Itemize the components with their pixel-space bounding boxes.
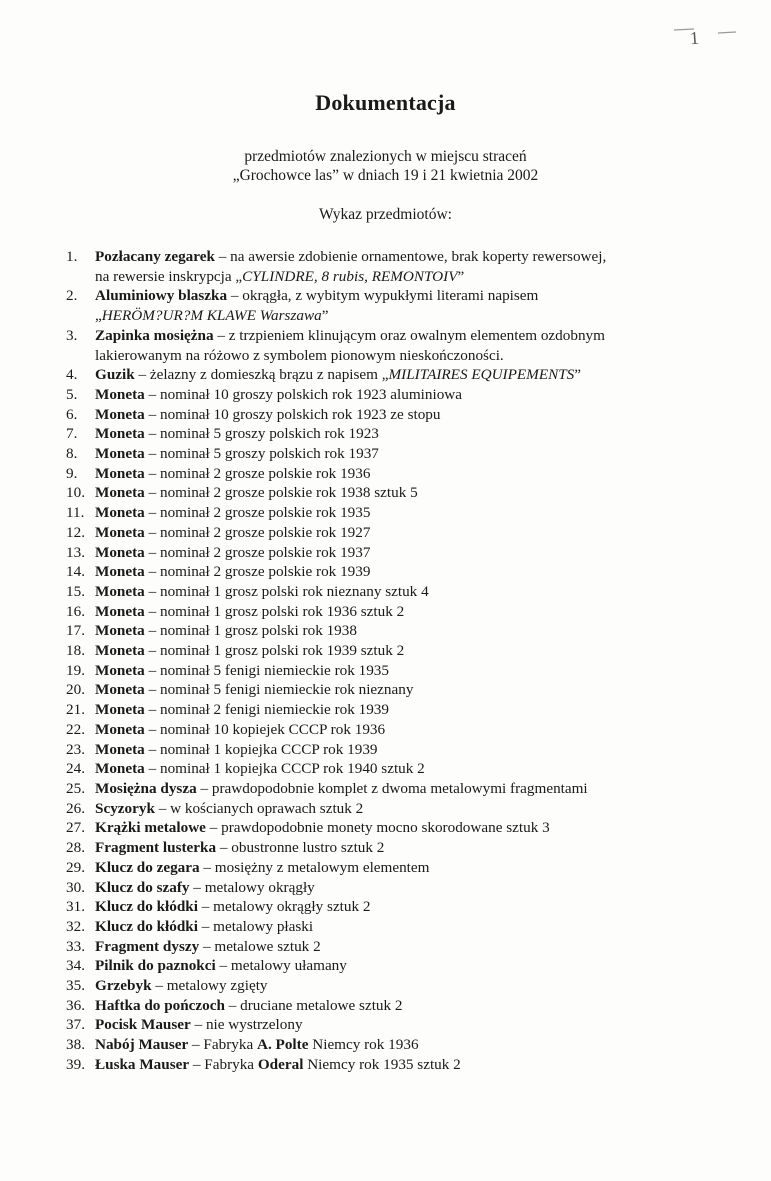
page-number: 1	[689, 27, 700, 49]
item-description-end: Niemcy rok 1936	[308, 1036, 419, 1054]
item-text	[95, 543, 706, 563]
item-text	[95, 838, 706, 858]
item-number: 21.	[66, 701, 85, 719]
item-description: – Fabryka	[189, 1055, 258, 1073]
list-item	[66, 779, 706, 799]
list-item	[66, 996, 706, 1016]
item-description: – w kościanych oprawach sztuk 2	[154, 799, 364, 817]
list-item	[66, 365, 706, 385]
item-text	[95, 444, 706, 464]
item-description: – nominał 5 fenigi niemieckie rok 1935	[144, 661, 389, 679]
item-number: 28.	[66, 839, 85, 857]
item-name: Moneta	[95, 701, 145, 719]
item-number: 20.	[66, 681, 85, 699]
item-number: 4.	[66, 366, 78, 384]
item-text	[95, 720, 706, 740]
item-continuation-text: „	[95, 307, 102, 325]
list-item	[66, 878, 706, 898]
item-number: 18.	[66, 642, 85, 660]
item-text	[95, 483, 706, 503]
item-number: 1.	[66, 248, 78, 265]
item-name: Fragment dyszy	[95, 937, 200, 955]
item-number: 37.	[66, 1016, 85, 1034]
item-description-end: Niemcy rok 1935 sztuk 2	[303, 1055, 461, 1073]
item-text	[95, 779, 706, 799]
item-name: Pozłacany zegarek	[95, 248, 215, 265]
list-item	[66, 1015, 706, 1035]
item-continuation-line	[95, 346, 706, 366]
item-name: Mosiężna dysza	[95, 779, 197, 797]
item-name: Moneta	[95, 405, 145, 423]
list-heading: Wykaz przedmiotów:	[319, 206, 452, 223]
item-description: – prawdopodobnie komplet z dwoma metalowymi fragmentami	[196, 779, 588, 797]
list-item	[66, 562, 706, 582]
list-item	[66, 838, 706, 858]
item-text	[95, 937, 706, 957]
item-name: Pilnik do paznokci	[95, 957, 216, 975]
item-description: – nominał 10 kopiejek CCCP rok 1936	[144, 720, 386, 738]
item-text	[95, 878, 706, 898]
item-name: Moneta	[95, 661, 145, 679]
list-item	[66, 582, 706, 602]
item-text	[95, 464, 706, 484]
item-text	[95, 976, 706, 996]
item-name: Moneta	[95, 740, 145, 758]
item-inscription: MILITAIRES EQUIPEMENTS	[388, 366, 575, 384]
item-number: 14.	[66, 563, 85, 581]
item-name: Moneta	[95, 720, 145, 738]
item-number: 11.	[66, 504, 85, 522]
item-number: 33.	[66, 937, 85, 955]
item-number: 15.	[66, 582, 85, 600]
item-manufacturer: Oderal	[257, 1055, 304, 1073]
item-name: Scyzoryk	[95, 799, 155, 817]
item-name: Guzik	[95, 366, 135, 384]
item-text	[95, 503, 706, 523]
item-name: Haftka do pończoch	[95, 996, 225, 1014]
item-number: 16.	[66, 602, 85, 620]
item-text	[95, 424, 706, 444]
item-text	[95, 799, 706, 819]
item-description: – nominał 1 grosz polski rok nieznany sztuk 4	[144, 582, 429, 600]
item-number: 29.	[66, 858, 85, 876]
item-description: – metalowy ułamany	[215, 957, 347, 975]
item-name: Klucz do zegara	[95, 858, 200, 876]
list-item	[66, 483, 706, 503]
item-number: 27.	[66, 819, 85, 837]
item-description: – obustronne lustro sztuk 2	[216, 839, 385, 857]
item-inscription: HERÖM?UR?M KLAWE Warszawa	[101, 307, 322, 325]
list-item	[66, 602, 706, 622]
item-description: – nominał 2 grosze polskie rok 1936	[144, 464, 371, 482]
item-number: 39.	[66, 1055, 85, 1073]
list-item	[66, 444, 706, 464]
list-item	[66, 286, 706, 325]
item-description: – nominał 1 grosz polski rok 1936 sztuk 2	[144, 602, 405, 620]
item-name: Krążki metalowe	[95, 819, 206, 837]
item-continuation-text: lakierowanym na różowo z symbolem pionowym nieskończoności.	[95, 346, 504, 364]
item-name: Moneta	[95, 582, 145, 600]
item-description: – metalowy płaski	[197, 917, 314, 935]
item-number: 8.	[66, 445, 78, 463]
item-name: Fragment lusterka	[95, 839, 217, 857]
item-description: – nominał 2 grosze polskie rok 1939	[144, 563, 371, 581]
item-number: 12.	[66, 523, 85, 541]
item-continuation-text: na rewersie inskrypcja „	[95, 267, 243, 285]
subtitle-line-1: przedmiotów znalezionych w miejscu straceń	[244, 148, 527, 165]
item-number: 31.	[66, 898, 85, 916]
document-subtitle	[0, 147, 771, 185]
item-number: 10.	[66, 484, 85, 502]
item-number: 34.	[66, 957, 85, 975]
item-text	[95, 858, 706, 878]
item-description: – prawdopodobnie monety mocno skorodowane sztuk 3	[205, 819, 550, 837]
list-item	[66, 680, 706, 700]
item-number: 17.	[66, 622, 85, 640]
item-number: 25.	[66, 779, 85, 797]
item-description: – nominał 10 groszy polskich rok 1923 ze stopu	[144, 405, 441, 423]
list-item	[66, 405, 706, 425]
list-item	[66, 247, 706, 286]
item-text	[95, 602, 706, 622]
item-continuation-line	[95, 267, 706, 287]
list-item	[66, 897, 706, 917]
item-text	[95, 1035, 706, 1055]
item-name: Klucz do kłódki	[95, 917, 198, 935]
item-description: – nominał 5 groszy polskich rok 1923	[144, 425, 379, 443]
item-number: 30.	[66, 878, 85, 896]
item-text	[95, 1055, 706, 1075]
item-text	[95, 365, 706, 385]
item-name: Aluminiowy blaszka	[95, 287, 228, 305]
list-item	[66, 641, 706, 661]
item-name: Zapinka mosiężna	[95, 326, 214, 344]
item-description: – metalowy okrągły sztuk 2	[197, 898, 371, 916]
item-description: – nominał 1 grosz polski rok 1939 sztuk 2	[144, 642, 405, 660]
item-name: Moneta	[95, 563, 145, 581]
item-number: 32.	[66, 917, 85, 935]
item-description: – żelazny z domieszką brązu z napisem „	[134, 366, 389, 384]
item-text	[95, 996, 706, 1016]
item-description-end: ”	[574, 366, 582, 384]
item-description: – z trzpieniem klinującym oraz owalnym elementem ozdobnym	[213, 326, 605, 344]
item-text	[95, 956, 706, 976]
item-name: Klucz do szafy	[95, 878, 190, 896]
item-description: – okrągła, z wybitym wypukłymi literami napisem	[227, 287, 539, 305]
item-description: – nie wystrzelony	[190, 1016, 303, 1034]
item-description: – nominał 5 fenigi niemieckie rok nieznany	[144, 681, 414, 699]
item-number: 13.	[66, 543, 85, 561]
item-name: Moneta	[95, 523, 145, 541]
item-name: Moneta	[95, 385, 145, 403]
item-name: Moneta	[95, 484, 145, 502]
list-item	[66, 1035, 706, 1055]
item-text	[95, 680, 706, 700]
item-continuation-line	[95, 306, 706, 326]
item-text	[95, 700, 706, 720]
list-item	[66, 424, 706, 444]
item-number: 36.	[66, 996, 85, 1014]
item-text	[95, 1015, 706, 1035]
item-number: 9.	[66, 464, 78, 482]
list-item	[66, 326, 706, 365]
item-text	[95, 405, 706, 425]
list-item	[66, 1055, 706, 1075]
item-description: – nominał 5 groszy polskich rok 1937	[144, 445, 379, 463]
item-number: 24.	[66, 760, 85, 778]
item-description: – nominał 2 grosze polskie rok 1927	[144, 523, 371, 541]
list-item	[66, 976, 706, 996]
list-item	[66, 858, 706, 878]
item-name: Pocisk Mauser	[95, 1016, 191, 1034]
item-name: Moneta	[95, 464, 145, 482]
document-title: Dokumentacja	[315, 90, 456, 115]
item-name: Moneta	[95, 445, 145, 463]
pencil-stroke-mark	[672, 24, 742, 38]
item-inscription: CYLINDRE, 8 rubis, REMONTOIV	[242, 267, 458, 285]
item-text	[95, 523, 706, 543]
list-item	[66, 503, 706, 523]
item-name: Moneta	[95, 504, 145, 522]
item-number: 7.	[66, 425, 78, 443]
list-item	[66, 917, 706, 937]
item-name: Moneta	[95, 642, 145, 660]
item-text	[95, 661, 706, 681]
item-number: 5.	[66, 385, 78, 403]
item-description: – nominał 2 fenigi niemieckie rok 1939	[144, 701, 389, 719]
list-item	[66, 464, 706, 484]
item-name: Moneta	[95, 760, 145, 778]
list-item	[66, 385, 706, 405]
item-number: 2.	[66, 287, 78, 305]
item-description: – nominał 1 kopiejka CCCP rok 1939	[144, 740, 378, 758]
item-description: – nominał 1 kopiejka CCCP rok 1940 sztuk 2	[144, 760, 425, 778]
item-description: – nominał 10 groszy polskich rok 1923 aluminiowa	[144, 385, 462, 403]
item-list	[66, 247, 706, 1075]
item-text	[95, 641, 706, 661]
item-description: – mosiężny z metalowym elementem	[199, 858, 430, 876]
item-name: Nabój Mauser	[95, 1036, 189, 1054]
item-number: 3.	[66, 326, 78, 344]
item-description: – Fabryka	[188, 1036, 257, 1054]
list-item	[66, 700, 706, 720]
item-text	[95, 897, 706, 917]
subtitle-line-2: „Grochowce las” w dniach 19 i 21 kwietnia 2002	[232, 167, 539, 184]
item-manufacturer: A. Polte	[257, 1036, 309, 1054]
item-number: 26.	[66, 799, 85, 817]
item-continuation-end: ”	[321, 307, 329, 325]
list-item	[66, 759, 706, 779]
item-text	[95, 286, 706, 325]
item-text	[95, 247, 706, 286]
item-text	[95, 759, 706, 779]
item-description: – metalowe sztuk 2	[199, 937, 321, 955]
list-item	[66, 523, 706, 543]
item-continuation-end: ”	[457, 267, 465, 285]
item-text	[95, 917, 706, 937]
item-name: Łuska Mauser	[95, 1055, 190, 1073]
item-number: 6.	[66, 405, 78, 423]
list-item	[66, 937, 706, 957]
item-name: Klucz do kłódki	[95, 898, 198, 916]
list-item	[66, 799, 706, 819]
item-description: – nominał 2 grosze polskie rok 1935	[144, 504, 371, 522]
item-text	[95, 562, 706, 582]
item-description: – metalowy okrągły	[189, 878, 315, 896]
item-number: 35.	[66, 977, 85, 995]
list-item	[66, 720, 706, 740]
item-name: Moneta	[95, 681, 145, 699]
list-item	[66, 956, 706, 976]
item-description: – nominał 1 grosz polski rok 1938	[144, 622, 357, 640]
list-item	[66, 740, 706, 760]
list-item	[66, 661, 706, 681]
item-number: 23.	[66, 740, 85, 758]
list-item	[66, 621, 706, 641]
item-name: Grzebyk	[95, 977, 152, 995]
item-text	[95, 818, 706, 838]
item-description: – metalowy zgięty	[151, 977, 268, 995]
item-description: – na awersie zdobienie ornamentowe, brak koperty rewersowej,	[214, 248, 607, 265]
item-number: 22.	[66, 720, 85, 738]
item-text	[95, 326, 706, 365]
item-name: Moneta	[95, 602, 145, 620]
item-number: 19.	[66, 661, 85, 679]
item-text	[95, 582, 706, 602]
item-description: – nominał 2 grosze polskie rok 1937	[144, 543, 371, 561]
item-number: 38.	[66, 1036, 85, 1054]
list-item	[66, 543, 706, 563]
item-text	[95, 740, 706, 760]
item-text	[95, 385, 706, 405]
list-item	[66, 818, 706, 838]
item-description: – nominał 2 grosze polskie rok 1938 sztuk 5	[144, 484, 418, 502]
item-name: Moneta	[95, 622, 145, 640]
item-text	[95, 621, 706, 641]
item-name: Moneta	[95, 543, 145, 561]
item-name: Moneta	[95, 425, 145, 443]
item-description: – druciane metalowe sztuk 2	[224, 996, 403, 1014]
